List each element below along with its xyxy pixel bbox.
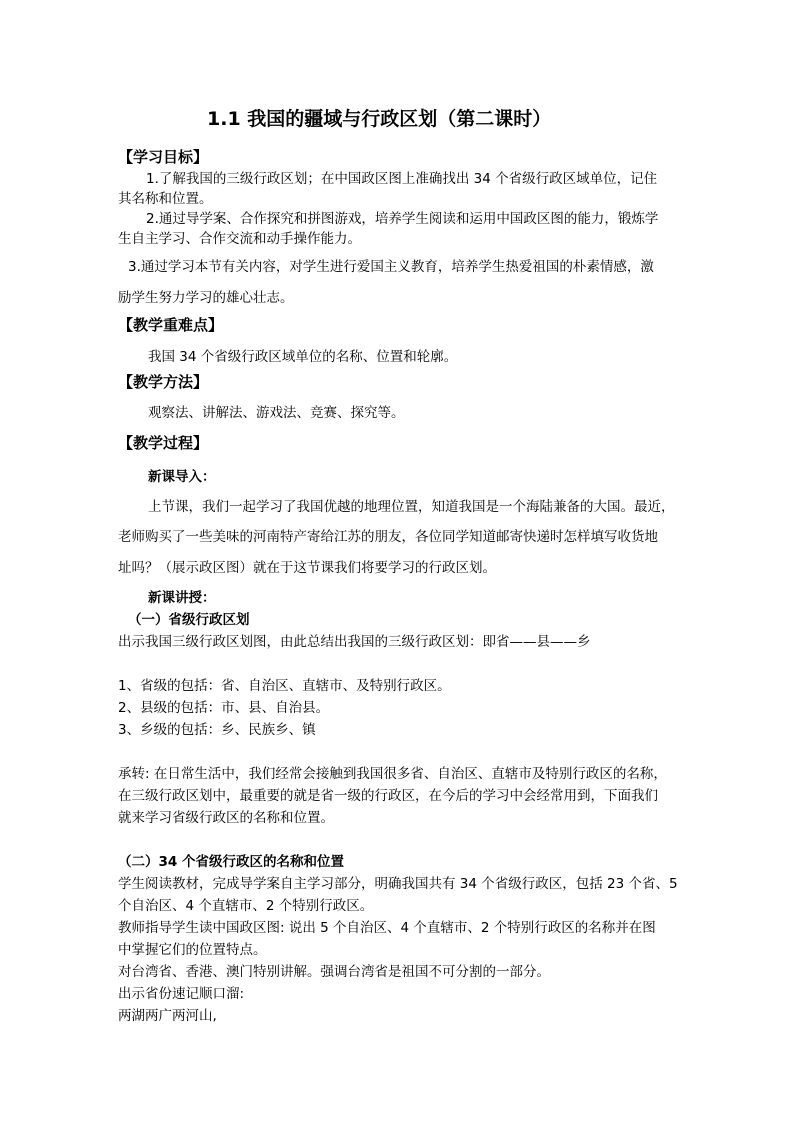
objective-1-line-1: 1.了解我国的三级行政区划；在中国政区图上准确找出 34 个省级行政区域单位，记住 bbox=[146, 171, 658, 187]
objective-2-line-2: 生自主学习、合作交流和动手操作能力。 bbox=[118, 231, 361, 247]
process-heading: 【教学过程】 bbox=[118, 434, 209, 452]
transition-line-2: 在三级行政区划中，最重要的就是省一级的行政区，在今后的学习中会经常用到，下面我们 bbox=[118, 788, 658, 804]
list-item-2: 2、县级的包括：市、县、自治县。 bbox=[118, 700, 330, 716]
transition-line-1: 承转: 在日常生活中，我们经常会接触到我国很多省、自治区、直辖市及特别行政区的名称， bbox=[118, 766, 667, 782]
section-2-line-2: 个自治区、4 个直辖市、2 个特别行政区。 bbox=[118, 898, 374, 914]
objective-3-line-1: 3.通过学习本节有关内容，对学生进行爱国主义教育，培养学生热爱祖国的朴素情感，激 bbox=[128, 259, 654, 275]
intro-line-3: 址吗？（展示政区图）就在于这节课我们将要学习的行政区划。 bbox=[118, 560, 496, 576]
section-2-line-4: 中掌握它们的位置特点。 bbox=[118, 942, 267, 958]
methods-text: 观察法、讲解法、游戏法、竞赛、探究等。 bbox=[148, 405, 405, 421]
section-2-line-6: 出示省份速记顺口溜: bbox=[118, 986, 245, 1002]
transition-line-3: 就来学习省级行政区的名称和位置。 bbox=[118, 810, 334, 826]
lecture-label: 新课讲授： bbox=[148, 590, 216, 606]
section-1-line-1: 出示我国三级行政区划图，由此总结出我国的三级行政区划：即省——县——乡 bbox=[118, 634, 591, 650]
methods-heading: 【教学方法】 bbox=[118, 373, 209, 391]
intro-label: 新课导入： bbox=[148, 469, 216, 485]
list-item-1: 1、省级的包括：省、自治区、直辖市、及特别行政区。 bbox=[118, 678, 451, 694]
section-2-line-3: 教师指导学生读中国政区图: 说出 5 个自治区、4 个直辖市、2 个特别行政区的名称并在图 bbox=[118, 920, 656, 936]
list-item-3: 3、乡级的包括：乡、民族乡、镇 bbox=[118, 722, 316, 738]
section-2-line-7: 两湖两广两河山, bbox=[118, 1008, 217, 1024]
objectives-heading: 【学习目标】 bbox=[118, 148, 209, 166]
objective-3-line-2: 励学生努力学习的雄心壮志。 bbox=[118, 290, 294, 306]
page-title: 1.1 我国的疆域与行政区划（第二课时） bbox=[207, 108, 552, 130]
objective-1-line-2: 其名称和位置。 bbox=[118, 191, 213, 207]
intro-line-2: 老师购买了一些美味的河南特产寄给江苏的朋友，各位同学知道邮寄快递时怎样填写收货地 bbox=[118, 529, 658, 545]
section-2-line-1: 学生阅读教材，完成导学案自主学习部分，明确我国共有 34 个省级行政区，包括 23 个省、5 bbox=[118, 876, 678, 892]
section-2-line-5: 对台湾省、香港、澳门特别讲解。强调台湾省是祖国不可分割的一部分。 bbox=[118, 964, 550, 980]
objective-2-line-1: 2.通过导学案、合作探究和拼图游戏，培养学生阅读和运用中国政区图的能力，锻炼学 bbox=[146, 211, 659, 227]
section-1-title: （一）省级行政区划 bbox=[128, 612, 250, 628]
key-points-heading: 【教学重难点】 bbox=[118, 316, 224, 334]
key-points-text: 我国 34 个省级行政区域单位的名称、位置和轮廓。 bbox=[148, 349, 458, 365]
section-2-title: （二）34 个省级行政区的名称和位置 bbox=[118, 854, 344, 870]
intro-line-1: 上节课，我们一起学习了我国优越的地理位置，知道我国是一个海陆兼备的大国。最近， bbox=[148, 499, 675, 515]
